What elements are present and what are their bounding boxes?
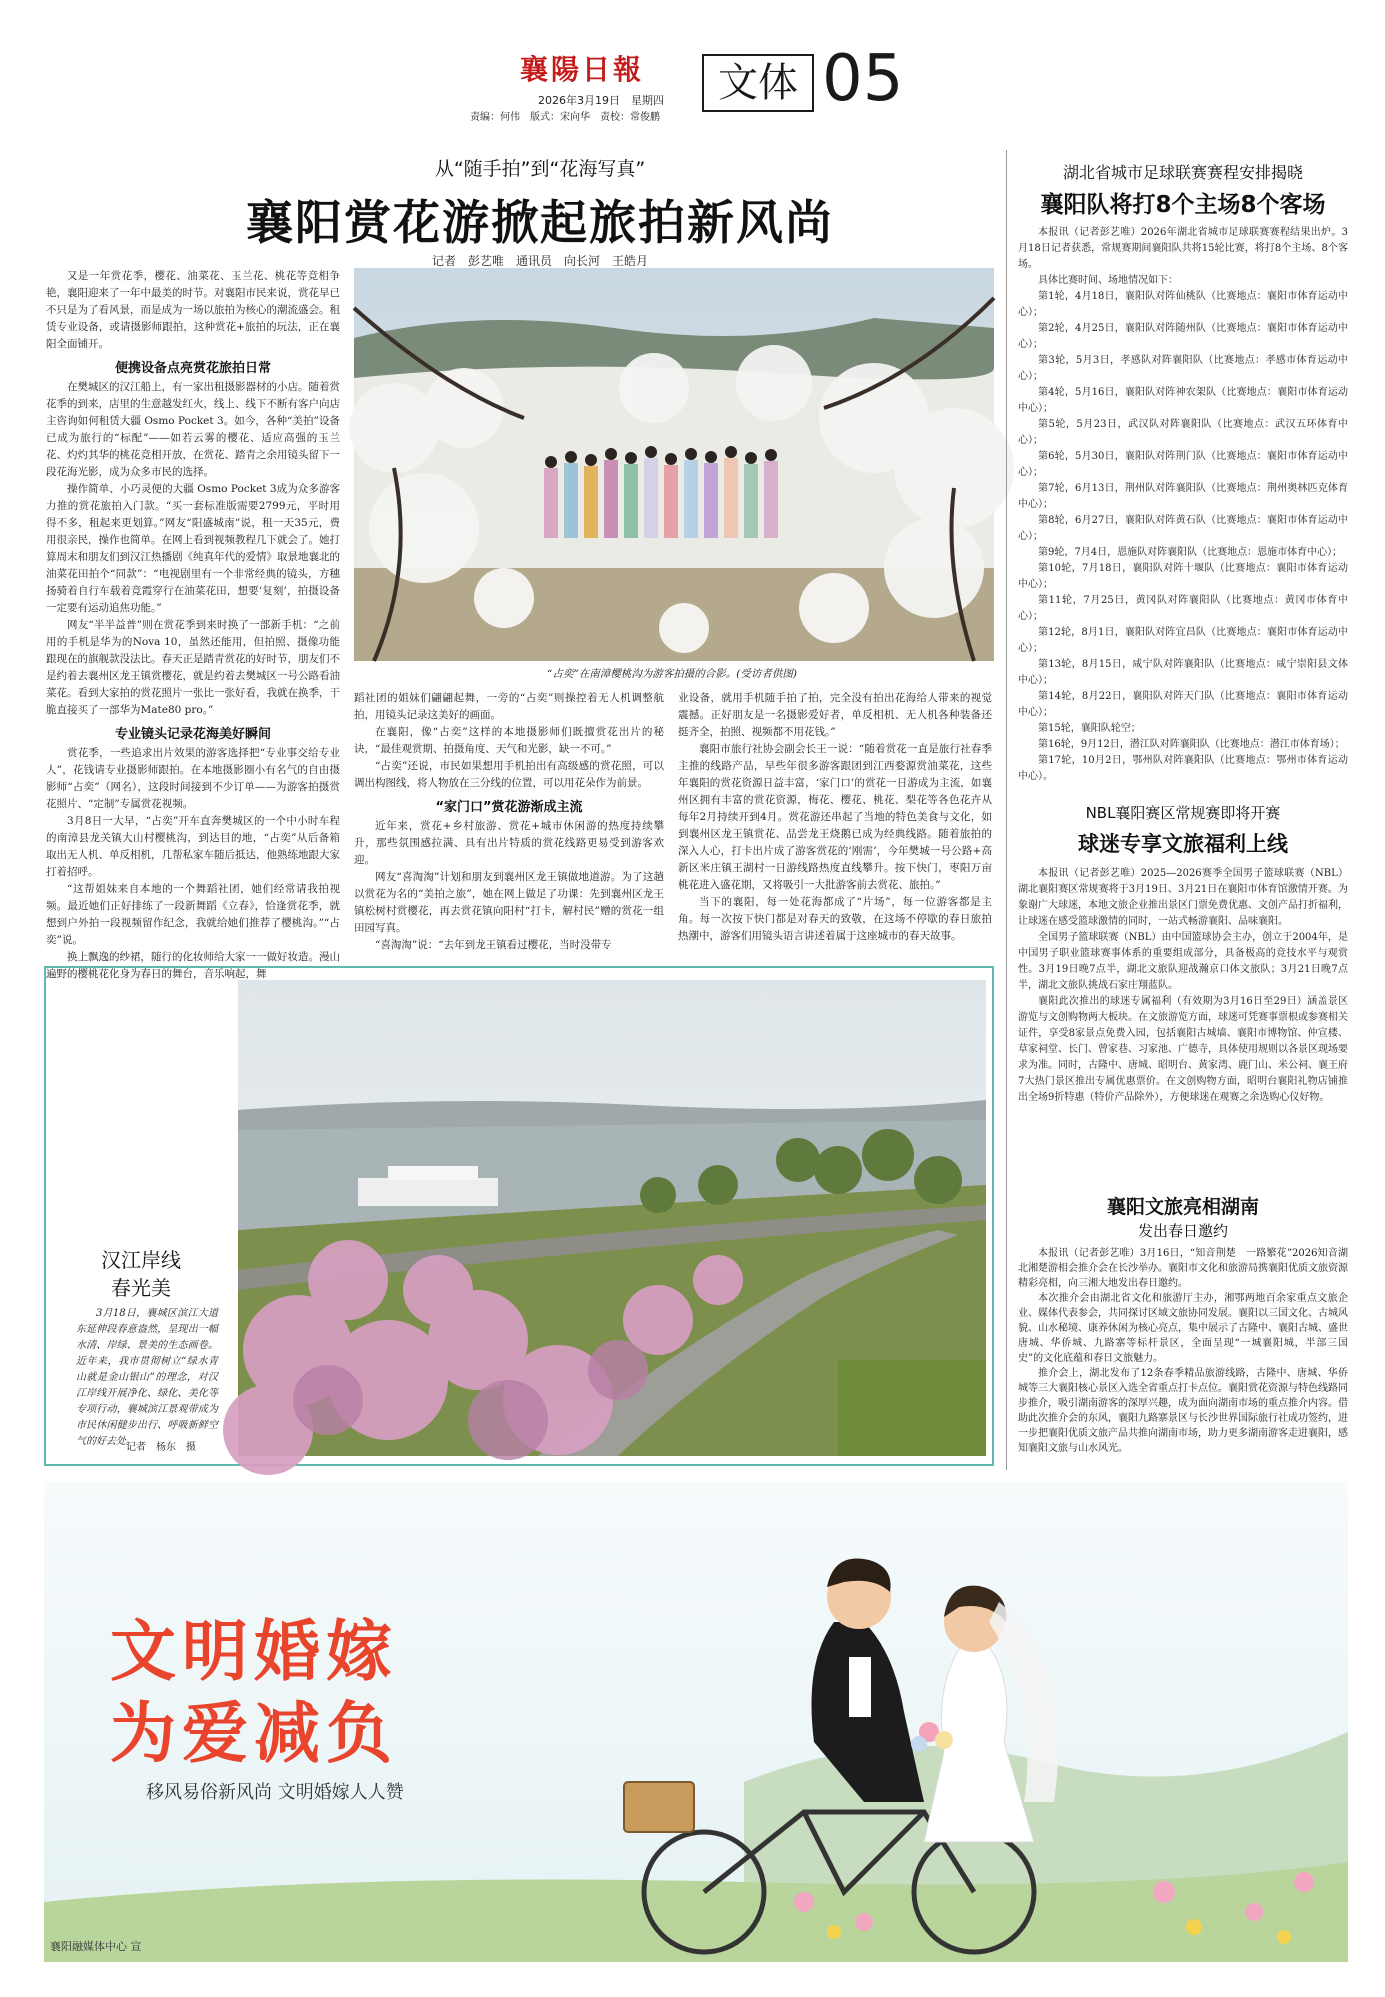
lead-headline: 襄阳赏花游掀起旅拍新风尚 xyxy=(246,196,834,251)
page-number: 05 xyxy=(822,42,904,116)
schedule-round: 第5轮，5月23日，武汉队对阵襄阳队（比赛地点：武汉五环体育中心）； xyxy=(1018,419,1348,446)
schedule-round: 第12轮，8月1日，襄阳队对阵宜昌队（比赛地点：襄阳市体育运动中心）； xyxy=(1018,627,1348,654)
lead-paragraph: 换上飘逸的纱裙，随行的化妆师给大家一一做好妆造。漫山遍野的樱桃花化身为春日的舞台，音乐响起，舞 xyxy=(46,951,340,980)
photo-story-box xyxy=(44,966,994,1466)
nbl-paragraph: 襄阳此次推出的球迷专属福利（有效期为3月16日至29日）涵盖景区游览与文创购物两大板块。在文旅游览方面，球迷可凭赛事票根或参赛相关证件，享受8家景点免费入园，包括襄阳古城墙、襄阳市博物馆、仲宣楼、草家祠堂、长门、曾家巷、习家池、广德寺，具体使用规则以各景区现场要求为准。同时，古隆中、唐城、昭明台、黄家湾、鹿门山、米公祠、襄王府7大热门景区推出专属优惠票价。在文创购物方面，昭明台襄阳礼物店铺推出全场9折特惠（特价产品除外），方便球迷在观赛之余选购心仪好物。 xyxy=(1018,996,1348,1103)
schedule-round: 第3轮，5月3日，孝感队对阵襄阳队（比赛地点：孝感市体育运动中心）； xyxy=(1018,355,1348,382)
hunan-headline: 襄阳文旅亮相湖南 xyxy=(1106,1196,1259,1218)
lead-subhead-3: “家门口”赏花游渐成主流 xyxy=(435,800,583,815)
schedule-round: 第2轮，4月25日，襄阳队对阵随州队（比赛地点：襄阳市体育运动中心）； xyxy=(1018,323,1348,350)
lead-column-2 xyxy=(354,690,664,954)
football-schedule xyxy=(1018,289,1348,785)
football-intro: 本报讯（记者彭艺唯）2026年湖北省城市足球联赛赛程结果出炉。3月18日记者获悉，常规赛期间襄阳队共将15轮比赛，将打8个主场、8个客场。 xyxy=(1018,227,1348,270)
lead-paragraph: 襄阳市旅行社协会副会长王一说：“随着赏花一直是旅行社春季主推的线路产品，早些年很多游客跟团到江西婺源赏油菜花，这些年襄阳的赏花资源日益丰富，‘家门口’的赏花一日游成为主流，如襄州区拥有丰富的赏花资源，梅花、樱花、桃花、梨花等各色花卉从每年2月持续开到4月。赏花游还串起了当地的特色美食与文化，如到襄州区龙王镇赏花、品尝龙王烧鹅已成为经典线路。随着旅拍的深入人心，打卡出片成了游客赏花的‘刚需’，今年樊城一号公路+高新区米庄镇王湖村一日游线路热度直线攀升。按下快门，枣阳万亩桃花进入盛花期，又将吸引一大批游客前去赏花、旅拍。” xyxy=(678,743,992,891)
lead-paragraph: 在樊城区的汉江船上，有一家出租摄影器材的小店。随着赏花季的到来，店里的生意越发红火，线上、线下不断有客户向店主咨询如何租赁大疆 Osmo Pocket 3。如今，各种“美拍”设备已成为旅行的“标配”——如若云雾的樱花、适应高强的玉兰花、灼灼其华的桃花竞相开放，在赏花、踏青之余用镜头留下一段花海光影，成为众多市民的选择。 xyxy=(46,381,340,478)
column-divider xyxy=(1006,150,1007,1470)
lead-intro: 又是一年赏花季，樱花、油菜花、玉兰花、桃花等竞相争艳，襄阳迎来了一年中最美的时节。对襄阳市民来说，赏花早已不只是为了看风景，而是成为一场以旅拍为核心的潮流盛会。租赁专业设备，或请摄影师跟拍，这种赏花+旅拍的玩法，正在襄阳全面铺开。 xyxy=(46,270,340,350)
riverside-photo-image xyxy=(238,980,986,1456)
schedule-round: 第9轮，7月4日，恩施队对阵襄阳队（比赛地点：恩施市体育中心）； xyxy=(1038,547,1343,558)
lead-paragraph: “这帮姐妹来自本地的一个舞蹈社团，她们经常请我拍视频。最近她们正好排练了一段新舞蹈《立春》，恰逢赏花季，就想到户外拍一段视频留作纪念，我就给她们推荐了樱桃沟。”“占奕”说。 xyxy=(46,883,340,946)
lead-paragraph: 近年来，赏花+乡村旅游、赏花+城市休闲游的热度持续攀升，那些氛围感拉满、具有出片特质的赏花线路更易受到游客欢迎。 xyxy=(354,820,664,866)
nbl-paragraph: 本报讯（记者彭艺唯）2025—2026赛季全国男子篮球联赛（NBL）湖北襄阳赛区常规赛将于3月19日、3月21日在襄阳市体育馆激情开赛。为象谢广大球迷，本地文旅企业推出景区门票免费优惠、文创产品打折福利，让球迷在感受篮球激情的同时，一站式畅游襄阳、品味襄阳。 xyxy=(1018,868,1348,927)
lead-photo-image xyxy=(354,268,994,661)
schedule-round: 第10轮，7月18日，襄阳队对阵十堰队（比赛地点：襄阳市体育运动中心）； xyxy=(1018,563,1348,590)
schedule-round: 第16轮，9月12日，潜江队对阵襄阳队（比赛地点：潜江市体育场）； xyxy=(1038,739,1345,750)
section-name: 文体 xyxy=(718,60,798,106)
nbl-kicker: NBL襄阳赛区常规赛即将开赛 xyxy=(1085,804,1281,822)
lead-kicker: 从“随手拍”到“花海写真” xyxy=(434,158,646,180)
lead-paragraph: 操作简单、小巧灵便的大疆 Osmo Pocket 3成为众多游客力推的赏花旅拍入门款。“买一套标准版需要2799元，平时用得不多，租起来更划算。”网友“阳盛城南”说，租一天35元，费用很亲民，操作也简单。在网上看到视频教程几下就会了。她打算周末和朋友们到汉江热播剧《纯真年代的爱情》取景地襄北的油菜花田拍个“同款”：“电视剧里有一个非常经典的镜头，方穗扬骑着自行车载着竞霞穿行在油菜花田，想要‘复刻’，拍摄设备一定要有运动追焦功能。” xyxy=(46,483,340,614)
lead-paragraph: 当下的襄阳，每一处花海都成了“片场”，每一位游客都是主角。每一次按下快门都是对春天的致敬，在这场不停歇的春日旅拍热潮中，游客们用镜头语言讲述着属于这座城市的春天故事。 xyxy=(678,896,992,942)
schedule-round: 第4轮，5月16日，襄阳队对阵神农架队（比赛地点：襄阳市体育运动中心）； xyxy=(1018,387,1348,414)
football-schedule-heading: 具体比赛时间、场地情况如下： xyxy=(1038,275,1178,286)
lead-paragraph: 在襄阳，像“占奕”这样的本地摄影师们既擅赏花出片的秘诀，“最佳观赏期、拍摄角度、天气和光影，缺一不可。” xyxy=(354,726,664,755)
football-headline: 襄阳队将打8个主场8个客场 xyxy=(1040,192,1326,218)
paper-name: 襄陽日報 xyxy=(520,53,645,86)
masthead xyxy=(0,0,1385,140)
lead-column-3 xyxy=(678,690,992,954)
football-kicker: 湖北省城市足球联赛赛程安排揭晓 xyxy=(1062,163,1303,182)
lead-paragraph: “喜淘淘”说：“去年到龙王镇看过樱花，当时没带专 xyxy=(375,939,612,951)
photo-story-title-1: 汉江岸线 xyxy=(101,1248,181,1272)
lead-photo xyxy=(354,268,994,661)
nbl-body xyxy=(1018,866,1348,1186)
lead-paragraph: “占奕”还说，市民如果想用手机拍出有高级感的赏花照，可以调出构图线，将人物放在三分线的位置，可以用花朵作为前景。 xyxy=(354,760,664,789)
ad-tagline: 移风易俗新风尚 文明婚嫁人人赞 xyxy=(146,1782,404,1803)
schedule-round: 第15轮，襄阳队轮空； xyxy=(1038,723,1141,734)
lead-byline: 记者 彭艺唯 通讯员 向长河 王皓月 xyxy=(431,254,648,268)
section-badge xyxy=(702,54,814,112)
lead-subhead-2: 专业镜头记录花海美好瞬间 xyxy=(114,727,271,742)
hunan-paragraph: 本报讯（记者彭艺唯）3月16日，“知音荆楚 一路繁花”2026知音湖北湘楚游相会推介会在长沙举办。襄阳市文化和旅游局携襄阳优质文旅资源精彩亮相，向三湘大地发出春日邀约。 xyxy=(1018,1248,1348,1289)
schedule-round: 第14轮，8月22日，襄阳队对阵天门队（比赛地点：襄阳市体育运动中心）； xyxy=(1018,691,1348,718)
ad-slogan-1: 文明婚嫁 xyxy=(110,1613,398,1690)
lead-paragraph: 蹈社团的姐妹们翩翩起舞，一旁的“占奕”则操控着无人机调整航拍，用镜头记录这美好的画面。 xyxy=(354,692,664,721)
photo-story-text: 3月18日，襄城区滨江大道东延伸段春意盎然，呈现出一幅水清、岸绿、景美的生态画卷。近年来，我市贯彻树立“绿水青山就是金山银山”的理念，对汉江岸线开展净化、绿化、美化等专项行动，襄城滨江景观带成为市民休闲健步出行、呼吸新鲜空气的好去处。 xyxy=(76,1308,218,1447)
lead-paragraph: 赏花季，一些追求出片效果的游客选择把“专业事交给专业人”，花钱请专业摄影师跟拍。在本地摄影圈小有名气的自由摄影师“占奕”（网名），这段时间接到不少订单——为游客拍摄赏花照片、“定制”专属赏花视频。 xyxy=(46,747,340,810)
lead-subhead-1: 便携设备点亮赏花旅拍日常 xyxy=(114,361,271,376)
schedule-round: 第11轮，7月25日，黄冈队对阵襄阳队（比赛地点：黄冈市体育中心）； xyxy=(1018,595,1348,622)
hunan-paragraph: 推介会上，湖北发布了12条春季精品旅游线路，古隆中、唐城、华侨城等三大襄阳核心景区入选全省重点打卡点位。襄阳赏花资源与特色线路同步推介，吸引湖南游客的深厚兴趣，成为面向湖南市场的重点推介内容。借助此次推介会的东风，襄阳九路寨景区与长沙世界国际旅行社成功签约，进一步把襄阳优质文旅产品共推向湖南市场，助力更多湖南游客走进襄阳，感知襄阳文旅与山水风光。 xyxy=(1018,1368,1348,1454)
nbl-paragraph: 全国男子篮球联赛（NBL）由中国篮球协会主办，创立于2004年，是中国男子职业篮球赛事体系的重要组成部分，具备极高的竞技水平与观赏性。3月19日晚7点半，湖北文旅队迎战瀚京口体文旅队；3月21日晚7点半，湖北文旅队挑战石家庄翔蓝队。 xyxy=(1018,932,1348,991)
schedule-round: 第1轮，4月18日，襄阳队对阵仙桃队（比赛地点：襄阳市体育运动中心）； xyxy=(1018,291,1348,318)
wedding-ad xyxy=(44,1482,1348,1962)
lead-paragraph: 3月8日一大早，“占奕”开车直奔樊城区的一个中小时车程的南漳县龙关镇大山村樱桃沟，到达目的地，“占奕”从后备箱取出无人机、单反相机，几帮私家车随后抵达，他熟练地跟大家打着招呼。 xyxy=(46,815,340,878)
hunan-body xyxy=(1018,1246,1348,1472)
hunan-subhead: 发出春日邀约 xyxy=(1137,1222,1228,1240)
riverside-photo xyxy=(238,980,986,1456)
football-body xyxy=(1018,225,1348,790)
photo-story-title-2: 春光美 xyxy=(111,1276,171,1300)
editors-line: 责编：何伟 版式：宋向华 责校：常俊鹏 xyxy=(470,112,660,123)
hunan-paragraph: 本次推介会由湖北省文化和旅游厅主办，湘鄂两地百余家重点文旅企业、媒体代表参会，共同探讨区域文旅协同发展。襄阳以三国文化、古城风貌、山水秘境、康养休闲为核心亮点，集中展示了古隆中、襄阳古城、盛世唐城、华侨城、九路寨等标杆景区，全面呈现“一城襄阳城，半部三国史”的文化底蕴和春日文旅魅力。 xyxy=(1018,1293,1348,1364)
ad-sponsor: 襄阳融媒体中心 宣 xyxy=(50,1940,142,1953)
schedule-round: 第8轮，6月27日，襄阳队对阵黄石队（比赛地点：襄阳市体育运动中心）； xyxy=(1018,515,1348,542)
lead-paragraph: 业设备，就用手机随手拍了拍，完全没有拍出花海给人带来的视觉震撼。正好朋友是一名摄影爱好者，单反相机、无人机各种装备还挺齐全，拍照、视频都不用花钱。” xyxy=(678,692,992,738)
schedule-round: 第7轮，6月13日，荆州队对阵襄阳队（比赛地点：荆州奥林匹克体育中心）； xyxy=(1018,483,1348,510)
lead-paragraph: 网友“喜淘淘”计划和朋友到襄州区龙王镇做地道游。为了这趟以赏花为名的“美拍之旅”，她在网上做足了功课：先到襄州区龙王镇松树村赏樱花，再去赏花镇向阳村“打卡，解村民”赠的赏花一组田园写真。 xyxy=(354,871,664,934)
schedule-round: 第13轮，8月15日，咸宁队对阵襄阳队（比赛地点：咸宁崇阳县文体中心）； xyxy=(1018,659,1348,686)
photo-story-credit: 记者 杨东 摄 xyxy=(126,1442,196,1453)
schedule-round: 第17轮，10月2日，鄂州队对阵襄阳队（比赛地点：鄂州市体育运动中心）。 xyxy=(1018,755,1348,782)
lead-photo-caption: “占奕”在南漳樱桃沟为游客拍摄的合影。(受访者供图) xyxy=(547,668,797,680)
nbl-headline: 球迷专享文旅福利上线 xyxy=(1078,832,1288,856)
date-line: 2026年3月19日 星期四 xyxy=(538,94,664,107)
lead-paragraph: 网友“半半益普”则在赏花季到来时换了一部新手机：“之前用的手机是华为的Nova 10，虽然还能用，但拍照、摄像功能跟现在的旗舰款没法比。春天正是踏青赏花的好时节，朋友们不是约着去襄州区龙王镇赏樱花，就是约着去樊城区一号公路看油菜花。看到大家拍的赏花照片一张比一张好看，我就在换季，干脆直接买了一部华为Mate80 pro。” xyxy=(46,619,340,716)
schedule-round: 第6轮，5月30日，襄阳队对阵荆门队（比赛地点：襄阳市体育运动中心）； xyxy=(1018,451,1348,478)
lead-column-1 xyxy=(46,268,340,980)
ad-slogan-2: 为爱减负 xyxy=(110,1695,398,1772)
